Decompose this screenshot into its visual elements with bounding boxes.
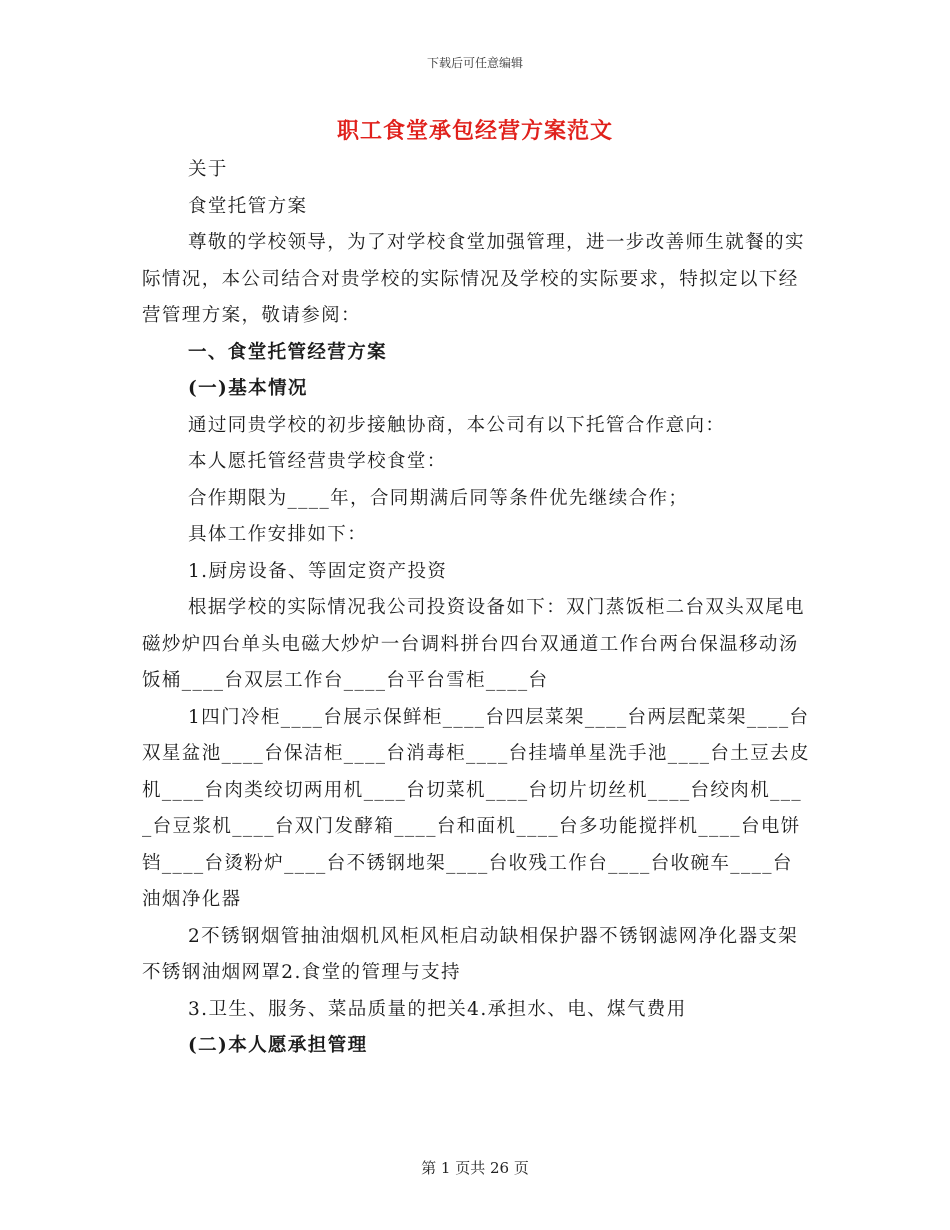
paragraph: 根据学校的实际情况我公司投资设备如下：双门蒸饭柜二台双头双尾电磁炒炉四台单头电磁大炒炉一台调料拼台四台双通道工作台两台保温移动汤饭桶____台双层工作台____台平台雪柜____台: [142, 597, 805, 691]
paragraph: 关于: [188, 159, 228, 180]
paragraph: 具体工作安排如下：: [188, 524, 368, 545]
page-footer: 第 1 页共 26 页: [421, 1159, 529, 1177]
paragraph: 通过同贵学校的初步接触协商，本公司有以下托管合作意向：: [188, 414, 726, 436]
section-heading: (一)基本情况: [188, 378, 308, 399]
paragraph: 2不锈钢烟管抽油烟机风柜风柜启动缺相保护器不锈钢滤网净化器支架不锈钢油烟网罩2.食堂的管理与支持: [142, 925, 799, 983]
paragraph: 合作期限为____年，合同期满后同等条件优先继续合作；: [188, 487, 689, 509]
paragraph: 1四门冷柜____台展示保鲜柜____台四层菜架____台两层配菜架____台双星盆池____台保洁柜____台消毒柜____台挂墙单星洗手池____台土豆去皮机____台肉类绞切两用机____台切菜机____台切片切丝机____台绞肉机____台豆浆机____台双门发酵箱____台和面机____台多功能搅拌机____台电饼铛____台烫粉炉____台不锈钢地架____台收残工作台____台收碗车____台油烟净化器: [142, 706, 810, 910]
paragraph: 1.厨房设备、等固定资产投资: [188, 560, 448, 582]
section-heading: (二)本人愿承担管理: [188, 1035, 368, 1056]
section-heading: 一、食堂托管经营方案: [188, 341, 388, 363]
document-title: 职工食堂承包经营方案范文: [336, 118, 613, 144]
paragraph: 本人愿托管经营贵学校食堂：: [188, 451, 447, 472]
paragraph: 3.卫生、服务、菜品质量的把关4.承担水、电、煤气费用: [188, 998, 687, 1020]
paragraph: 食堂托管方案: [188, 195, 308, 217]
paragraph: 尊敬的学校领导，为了对学校食堂加强管理，进一步改善师生就餐的实际情况，本公司结合对贵学校的实际情况及学校的实际要求，特拟定以下经营管理方案，敬请参阅：: [142, 232, 805, 326]
document-body: [142, 152, 810, 1065]
header-note: 下载后可任意编辑: [426, 56, 523, 70]
